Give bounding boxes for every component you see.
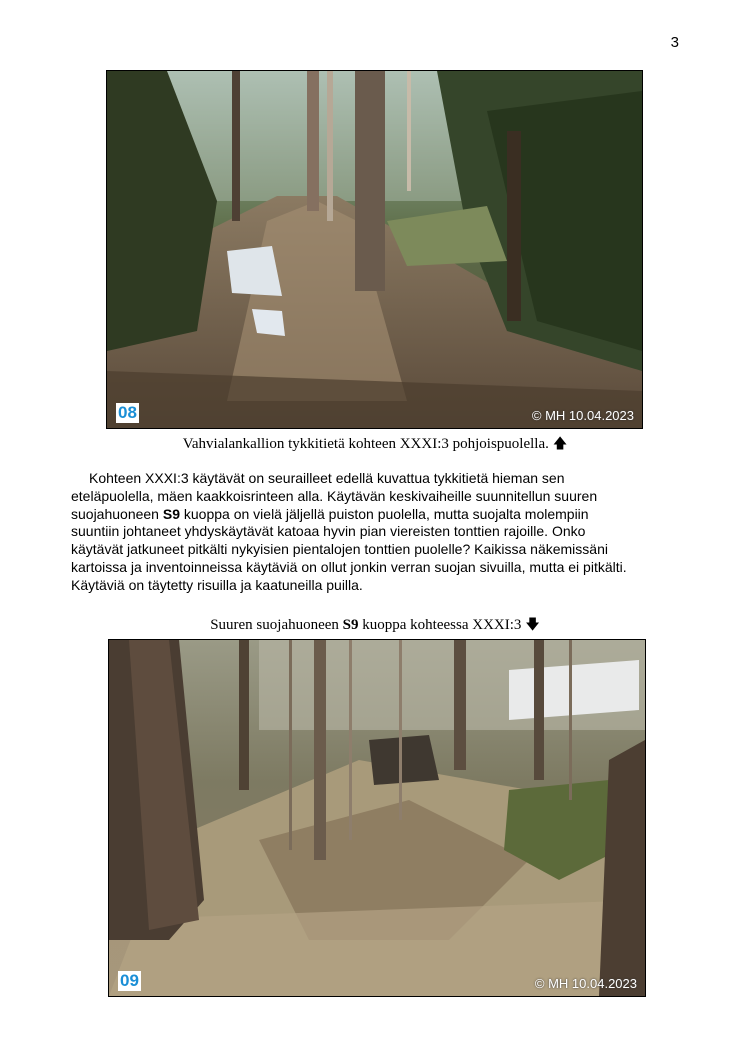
paragraph-line bbox=[71, 470, 679, 488]
text-line: Kohteen XXXI:3 käytävät on seurailleet edellä kuvattua tykkitietä hieman sen bbox=[89, 470, 565, 486]
caption-text: Suuren suojahuoneen bbox=[210, 617, 343, 633]
photo-caption bbox=[0, 614, 750, 638]
text-line: käytävät jatkuneet pitkälti nykyisien pientalojen tonttien puolelle? Kaikissa näkemissäni bbox=[71, 541, 608, 558]
text-line: eteläpuolella, mäen kaakkoisrinteen alla. Käytävän keskivaiheille suunnitellun suuren bbox=[71, 487, 598, 504]
forest-path-image bbox=[107, 71, 642, 428]
caption-text: kuoppa kohteessa XXXI:3 bbox=[358, 617, 522, 633]
photo-number-badge: 08 bbox=[118, 403, 137, 422]
body-paragraph bbox=[71, 470, 679, 595]
arrow-down-icon: 🡇 bbox=[525, 617, 540, 633]
paragraph-line bbox=[71, 523, 679, 541]
text-line: suuntiin johtaneet yhdyskäytävät katoaa hyvin pian viereisten tonttien rajoille. Onko bbox=[71, 523, 586, 540]
arrow-up-icon: 🡅 bbox=[552, 436, 568, 452]
photo-credit: © MH 10.04.2023 bbox=[534, 976, 637, 991]
paragraph-line bbox=[71, 541, 679, 559]
text-line: Käytäviä on täytetty risuilla ja kaatuneilla puilla. bbox=[71, 576, 363, 593]
bold-term: S9 bbox=[162, 505, 180, 522]
photo-caption bbox=[0, 433, 750, 457]
photo-shelter-pit bbox=[108, 639, 646, 997]
caption-bold-term: S9 bbox=[342, 617, 359, 633]
paragraph-line bbox=[71, 506, 679, 524]
text-line: suojahuoneen bbox=[71, 505, 163, 522]
page-number: 3 bbox=[670, 34, 679, 51]
paragraph-line bbox=[71, 559, 679, 577]
photo-number-badge: 09 bbox=[120, 971, 139, 990]
photo-forest-path bbox=[106, 70, 643, 429]
paragraph-line bbox=[71, 488, 679, 506]
text-line: kuoppa on vielä jäljellä puiston puolella, mutta suojalta molempiin bbox=[180, 505, 589, 522]
caption-text: Vahvialankallion tykkitietä kohteen XXXI:3 pohjoispuolella. bbox=[182, 436, 549, 452]
text-line: kartoissa ja inventoinneissa käytäviä on ollut jonkin verran suojan sivuilla, mutta ei pitkälti. bbox=[71, 558, 627, 575]
shelter-pit-image bbox=[109, 640, 645, 996]
photo-credit: © MH 10.04.2023 bbox=[531, 408, 634, 423]
paragraph-line bbox=[71, 577, 679, 595]
